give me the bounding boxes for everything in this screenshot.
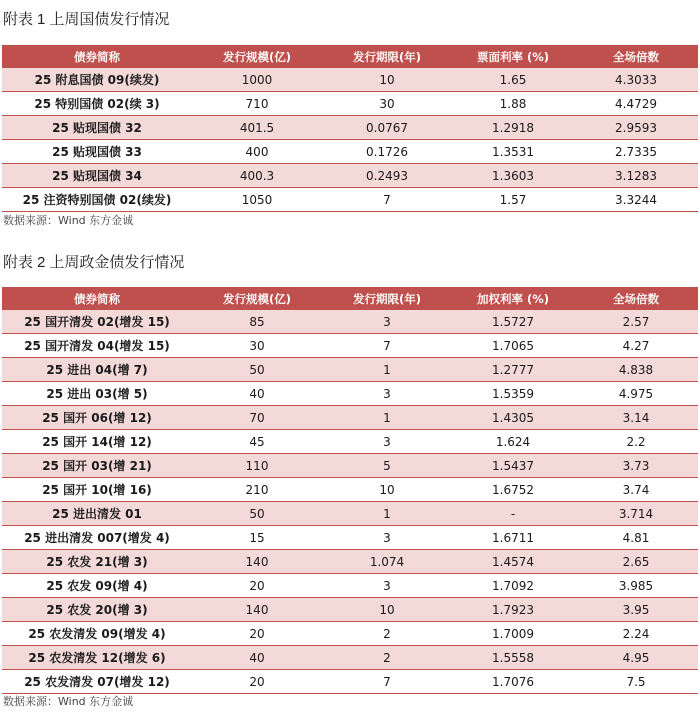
table1-source: 数据来源：Wind 东方金诚 [3,214,134,227]
table-cell: 4.3033 [574,68,698,92]
table-cell: 2 [322,622,452,646]
column-header: 债券简称 [2,45,192,68]
table-cell: 400.3 [192,164,322,188]
table-cell: 85 [192,310,322,334]
table-cell: 1050 [192,188,322,212]
table-cell: 1.2918 [452,116,574,140]
table-cell: 1.3531 [452,140,574,164]
table-row [2,526,698,550]
bond-name-cell: 25 农发清发 07(增发 12) [2,670,192,694]
table-row [2,92,698,116]
table-cell: 1.57 [452,188,574,212]
table-row [2,406,698,430]
table-cell: 401.5 [192,116,322,140]
table-row [2,310,698,334]
table-cell: 3 [322,310,452,334]
table-cell: 3.1283 [574,164,698,188]
table-cell: 4.27 [574,334,698,358]
column-header: 全场倍数 [574,45,698,68]
table-cell: 50 [192,358,322,382]
table1-body [2,68,698,212]
table1-title-text: 上周国债发行情况 [49,10,170,28]
table-cell: 1.7065 [452,334,574,358]
table1-title-prefix: 附表 [3,10,34,28]
table-cell: 2.65 [574,550,698,574]
table-cell: 1 [322,502,452,526]
table-cell: 50 [192,502,322,526]
table-cell: 10 [322,478,452,502]
table-cell: 1 [322,358,452,382]
table-cell: 4.95 [574,646,698,670]
table-cell: 0.1726 [322,140,452,164]
bond-name-cell: 25 国开 14(增 12) [2,430,192,454]
table-cell: 140 [192,598,322,622]
table-row [2,622,698,646]
table-row [2,116,698,140]
table-cell: 3.73 [574,454,698,478]
table-cell: 710 [192,92,322,116]
table2-body [2,310,698,694]
column-header: 发行规模(亿) [192,45,322,68]
table-cell: 1.7092 [452,574,574,598]
table-cell: 40 [192,646,322,670]
table-cell: - [452,502,574,526]
treasury-issuance-table [2,45,698,212]
table-cell: 110 [192,454,322,478]
table1-title-num: 1 [37,11,46,28]
policy-bank-bond-issuance-table [2,287,698,694]
table-cell: 45 [192,430,322,454]
table-cell: 1.5558 [452,646,574,670]
table-cell: 4.81 [574,526,698,550]
table-cell: 3.95 [574,598,698,622]
table-row [2,164,698,188]
column-header: 发行规模(亿) [192,287,322,310]
table-cell: 1.2777 [452,358,574,382]
bond-name-cell: 25 贴现国债 32 [2,116,192,140]
table-cell: 10 [322,68,452,92]
table-cell: 1.88 [452,92,574,116]
table-cell: 1.3603 [452,164,574,188]
column-header: 票面利率 (%) [452,45,574,68]
column-header: 全场倍数 [574,287,698,310]
table-cell: 20 [192,574,322,598]
table-cell: 2.2 [574,430,698,454]
table2-title-text: 上周政金债发行情况 [49,253,185,271]
bond-name-cell: 25 附息国债 09(续发) [2,68,192,92]
table-cell: 3.714 [574,502,698,526]
table2-source: 数据来源：Wind 东方金诚 [3,695,134,708]
bond-name-cell: 25 国开 06(增 12) [2,406,192,430]
table2-title-prefix: 附表 [3,253,34,271]
bond-name-cell: 25 国开清发 02(增发 15) [2,310,192,334]
column-header: 发行期限(年) [322,287,452,310]
bond-name-cell: 25 国开 03(增 21) [2,454,192,478]
table-cell: 1.65 [452,68,574,92]
column-header: 加权利率 (%) [452,287,574,310]
table-row [2,598,698,622]
table1-title [3,8,169,29]
table-cell: 2.7335 [574,140,698,164]
table-cell: 1.7076 [452,670,574,694]
table1-header-row [2,45,698,68]
table2-title [3,251,184,272]
bond-name-cell: 25 进出清发 01 [2,502,192,526]
bond-name-cell: 25 贴现国债 34 [2,164,192,188]
bond-name-cell: 25 农发清发 09(增发 4) [2,622,192,646]
table-cell: 1 [322,406,452,430]
table-row [2,670,698,694]
table-cell: 7.5 [574,670,698,694]
table-cell: 1.074 [322,550,452,574]
table-cell: 1.7923 [452,598,574,622]
table-row [2,502,698,526]
bond-name-cell: 25 贴现国债 33 [2,140,192,164]
bond-name-cell: 25 进出 03(增 5) [2,382,192,406]
bond-name-cell: 25 国开清发 04(增发 15) [2,334,192,358]
table-cell: 1.7009 [452,622,574,646]
table-cell: 3.14 [574,406,698,430]
table-cell: 2.9593 [574,116,698,140]
table-row [2,550,698,574]
table-cell: 140 [192,550,322,574]
table-cell: 1.5437 [452,454,574,478]
bond-name-cell: 25 农发 21(增 3) [2,550,192,574]
table-cell: 30 [322,92,452,116]
table-cell: 3 [322,382,452,406]
table-cell: 4.975 [574,382,698,406]
table-row [2,454,698,478]
table-cell: 4.838 [574,358,698,382]
table-cell: 2 [322,646,452,670]
bond-name-cell: 25 农发 09(增 4) [2,574,192,598]
table-row [2,430,698,454]
table-cell: 7 [322,188,452,212]
table2-header-row [2,287,698,310]
column-header: 发行期限(年) [322,45,452,68]
table-cell: 3.985 [574,574,698,598]
bond-name-cell: 25 进出清发 007(增发 4) [2,526,192,550]
bond-name-cell: 25 注资特别国债 02(续发) [2,188,192,212]
table-cell: 1.6711 [452,526,574,550]
bond-name-cell: 25 农发清发 12(增发 6) [2,646,192,670]
table-cell: 0.0767 [322,116,452,140]
table-cell: 3 [322,430,452,454]
table-cell: 1.624 [452,430,574,454]
bond-name-cell: 25 特别国债 02(续 3) [2,92,192,116]
table-row [2,646,698,670]
table-row [2,574,698,598]
table-cell: 1.4305 [452,406,574,430]
table-row [2,188,698,212]
table-cell: 1.5359 [452,382,574,406]
table-cell: 3.3244 [574,188,698,212]
table-row [2,68,698,92]
table-row [2,478,698,502]
table-row [2,334,698,358]
bond-name-cell: 25 国开 10(增 16) [2,478,192,502]
table-cell: 210 [192,478,322,502]
table-cell: 1.4574 [452,550,574,574]
column-header: 债券简称 [2,287,192,310]
table-cell: 7 [322,670,452,694]
table-cell: 3.74 [574,478,698,502]
bond-name-cell: 25 农发 20(增 3) [2,598,192,622]
bond-name-cell: 25 进出 04(增 7) [2,358,192,382]
table-cell: 2.57 [574,310,698,334]
table-cell: 30 [192,334,322,358]
table2-title-num: 2 [37,254,46,271]
table-cell: 20 [192,670,322,694]
table-row [2,358,698,382]
table-cell: 10 [322,598,452,622]
table-row [2,382,698,406]
table-cell: 5 [322,454,452,478]
table-cell: 1.6752 [452,478,574,502]
table-cell: 0.2493 [322,164,452,188]
table-cell: 3 [322,574,452,598]
table-cell: 70 [192,406,322,430]
table-cell: 400 [192,140,322,164]
table-cell: 20 [192,622,322,646]
table-cell: 2.24 [574,622,698,646]
table-cell: 40 [192,382,322,406]
table-cell: 1.5727 [452,310,574,334]
table-cell: 1000 [192,68,322,92]
table-row [2,140,698,164]
table-cell: 7 [322,334,452,358]
table-cell: 3 [322,526,452,550]
table-cell: 4.4729 [574,92,698,116]
table-cell: 15 [192,526,322,550]
